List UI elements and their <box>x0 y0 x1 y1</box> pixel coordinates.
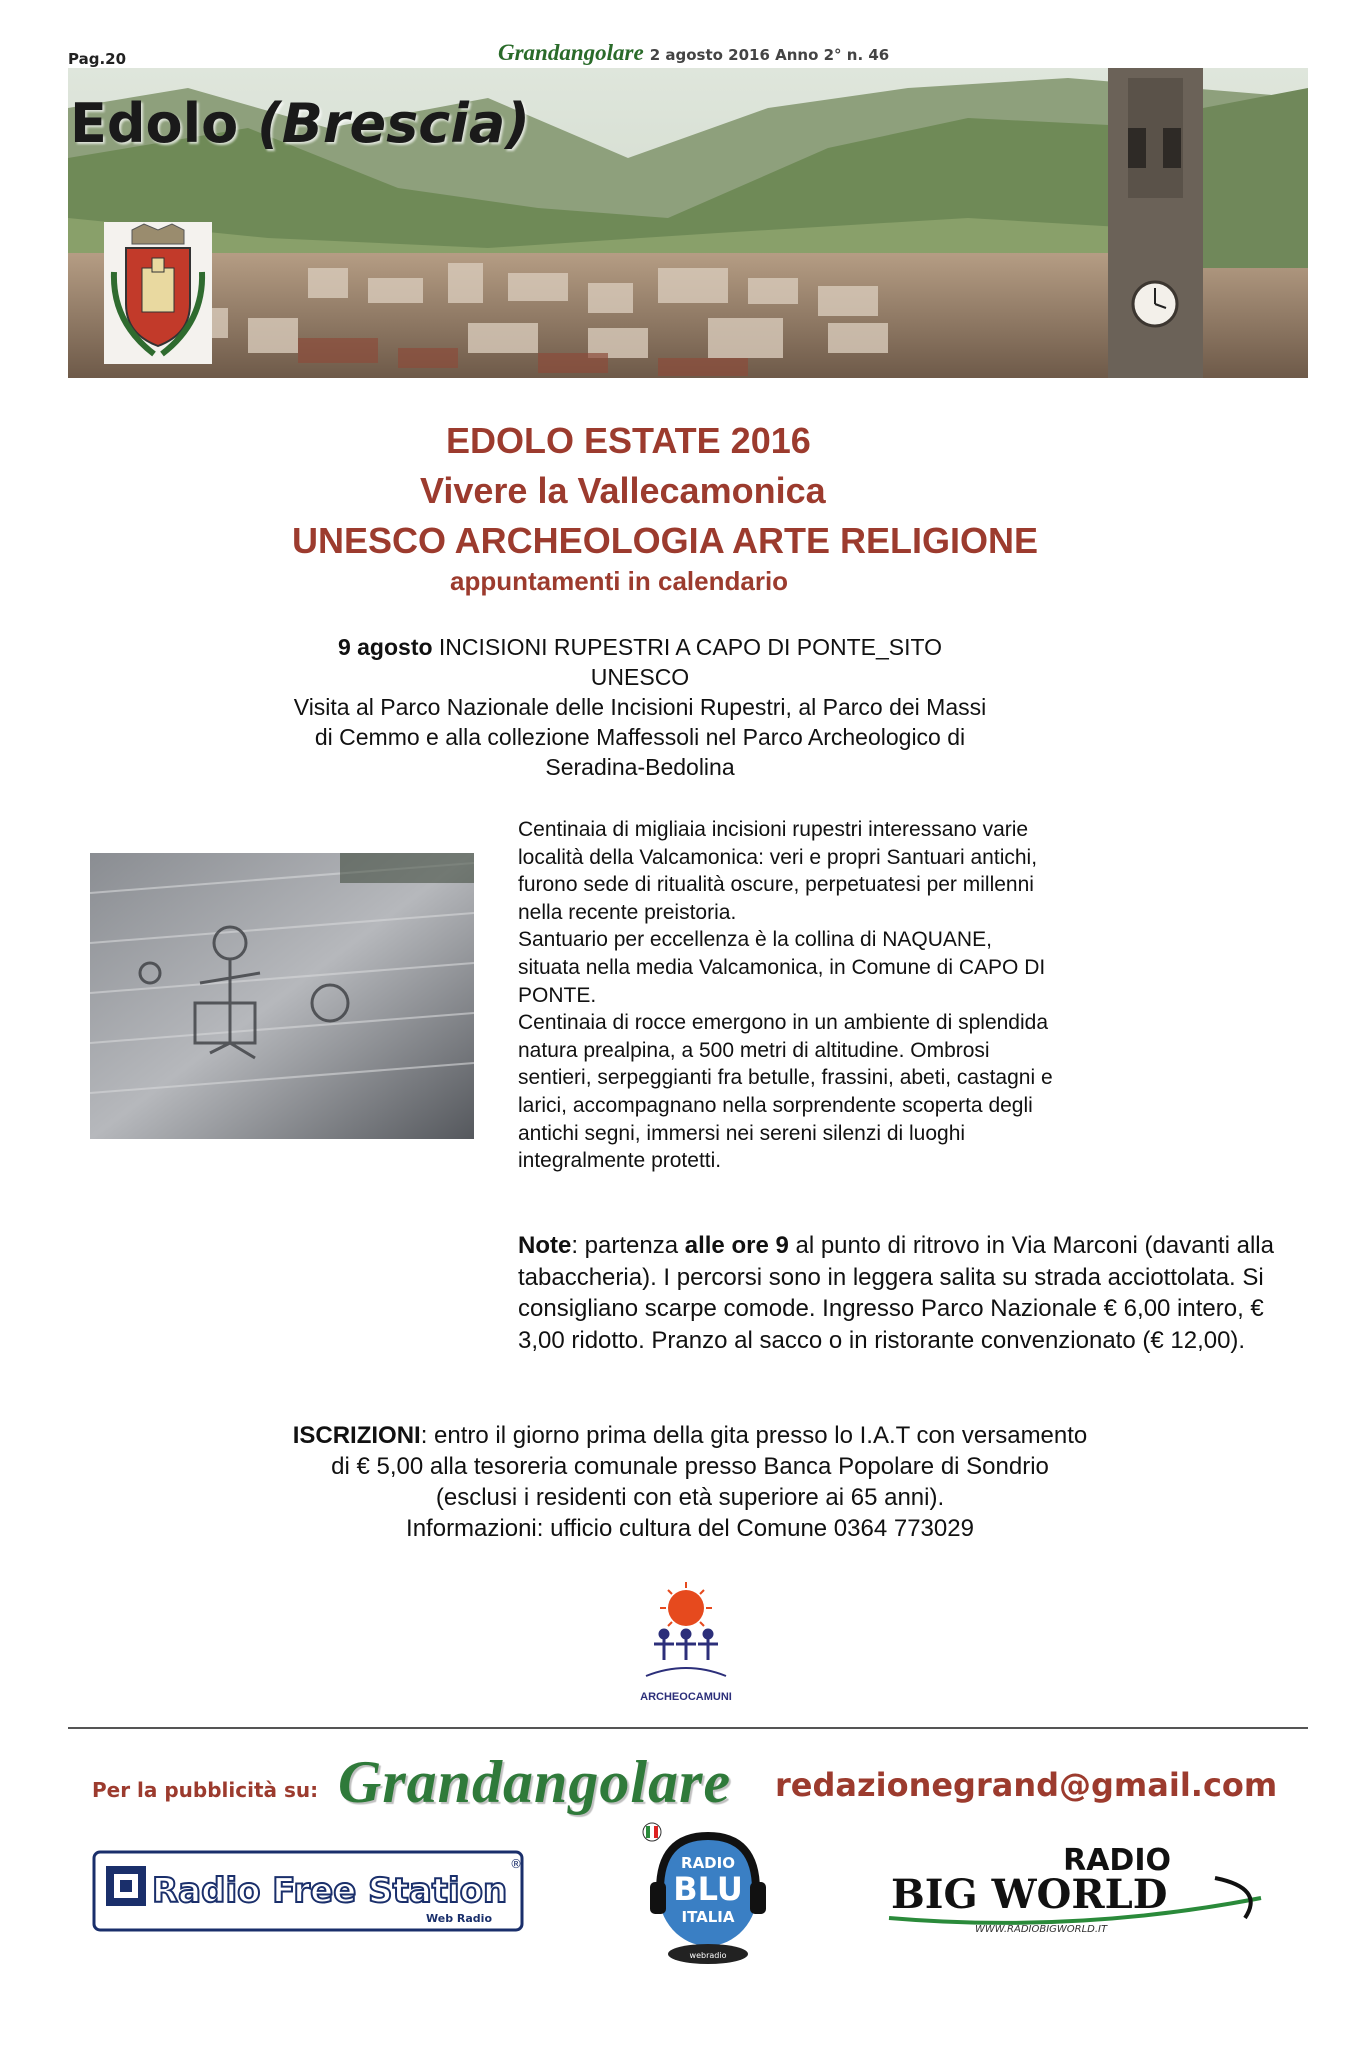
description-line: Santuario per eccellenza è la collina di NAQUANE, <box>518 928 992 952</box>
description-line: Centinaia di rocce emergono in un ambiente di splendida <box>518 1011 1049 1035</box>
registration-info <box>180 1420 1200 1544</box>
registered-icon: ® <box>510 1857 522 1871</box>
title-line-4: appuntamenti in calendario <box>450 566 789 596</box>
registration-line-3: (esclusi i residenti con età superiore ai 65 anni). <box>435 1484 945 1511</box>
event-visit-2: di Cemmo e alla collezione Maffessoli nel Parco Archeologico di <box>314 724 966 750</box>
note-paragraph <box>518 1230 1288 1356</box>
event-visit-1: Visita al Parco Nazionale delle Incisioni Rupestri, al Parco dei Massi <box>293 694 987 720</box>
rfs-sub: Web Radio <box>426 1912 492 1925</box>
description-line: nella recente preistoria. <box>518 900 737 924</box>
description-line: PONTE. <box>518 983 597 1007</box>
event-title-b: UNESCO <box>590 664 690 690</box>
registration-label: ISCRIZIONI <box>292 1422 421 1449</box>
masthead <box>498 40 889 66</box>
rbi-line-1: RADIO <box>681 1854 735 1872</box>
description-line: sentieri, serpeggianti fra betulle, frassini, abeti, castagni e <box>518 1066 1053 1090</box>
page-number: Pag.20 <box>68 50 127 68</box>
title-line-3: UNESCO ARCHEOLOGIA ARTE RELIGIONE <box>292 520 1039 561</box>
title-line-1: EDOLO ESTATE 2016 <box>446 420 811 461</box>
description-line: integralmente protetti. <box>518 1149 722 1173</box>
description-line: natura prealpina, a 500 metri di altitudine. Ombrosi <box>518 1038 990 1062</box>
radio-blu-italia-logo <box>638 1820 778 1968</box>
advertising-brand: Grandangolare <box>338 1749 732 1815</box>
title-line-2: Vivere la Vallecamonica <box>420 470 826 511</box>
coat-of-arms-icon <box>104 222 212 364</box>
advertising-email[interactable]: redazionegrand@gmail.com <box>775 1766 1278 1804</box>
rbw-line-2: BIG WORLD <box>891 1871 1168 1918</box>
description-text <box>518 816 1138 1175</box>
event-summary <box>200 632 1080 782</box>
event-visit-3: Seradina-Bedolina <box>545 754 735 780</box>
rbi-sub: webradio <box>689 1951 727 1960</box>
advertising-label: Per la pubblicità su: <box>92 1778 319 1802</box>
note-label: Note <box>518 1232 572 1259</box>
province-name: (Brescia) <box>257 92 530 155</box>
rbw-url: WWW.RADIOBIGWORLD.IT <box>975 1924 1108 1935</box>
archeocamuni-logo <box>626 1580 746 1710</box>
footer-divider <box>68 1727 1308 1729</box>
masthead-name: Grandangolare <box>498 40 644 65</box>
event-title <box>200 632 1080 662</box>
description-line: situata nella media Valcamonica, in Comune di CAPO DI <box>518 955 1046 979</box>
registration-text-1: : entro il giorno prima della gita presso lo I.A.T con versamento <box>420 1422 1088 1449</box>
registration-line-1 <box>180 1420 1200 1451</box>
archeocamuni-icon <box>626 1580 746 1710</box>
description-line: Centinaia di migliaia incisioni rupestri interessano varie <box>518 818 1029 841</box>
rfs-name: Radio Free Station <box>152 1871 508 1911</box>
registration-line-2: di € 5,00 alla tesoreria comunale presso Banca Popolare di Sondrio <box>331 1453 1049 1480</box>
registration-line-4: Informazioni: ufficio cultura del Comune 0364 773029 <box>406 1515 974 1542</box>
radio-big-world-logo <box>885 1838 1265 1938</box>
note-time: alle ore 9 <box>684 1232 789 1259</box>
description-line: antichi segni, immersi nei sereni silenzi di luoghi <box>518 1121 966 1145</box>
town-name: Edolo <box>70 92 239 155</box>
italy-flag-icon <box>643 1823 661 1841</box>
event-date: 9 agosto <box>337 634 433 660</box>
description-line: località della Valcamonica: veri e propri Santuari antichi, <box>518 845 1038 869</box>
rbi-line-3: ITALIA <box>681 1908 735 1926</box>
note-text-a: : partenza <box>571 1232 685 1259</box>
town-title <box>70 92 530 155</box>
description-line: larici, accompagnano nella sorprendente scoperta degli <box>518 1093 1033 1117</box>
rock-carving-photo <box>90 853 474 1139</box>
event-title-a: INCISIONI RUPESTRI A CAPO DI PONTE_SITO <box>438 634 943 660</box>
radio-free-station-logo <box>92 1850 524 1932</box>
rbw-line-1: RADIO <box>1063 1843 1171 1878</box>
rbi-line-2: BLU <box>673 1870 743 1908</box>
note-text-b: al punto di ritrovo in Via Marconi (davanti alla tabaccheria). I percorsi sono in leggera salita su strada acciottolata. Si consigliano scarpe comode. Ingresso Parco Nazionale € 6,00 intero, € 3,00 ridotto. Pranzo al sacco o in ristorante convenzionato (€ 12,00). <box>518 1232 1274 1354</box>
masthead-issue: 2 agosto 2016 Anno 2° n. 46 <box>649 46 890 64</box>
archeocamuni-label: ARCHEOCAMUNI <box>640 1691 732 1703</box>
radio-free-station-icon <box>106 1866 146 1906</box>
description-line: furono sede di ritualità oscure, perpetuatesi per millenni <box>518 873 1034 897</box>
